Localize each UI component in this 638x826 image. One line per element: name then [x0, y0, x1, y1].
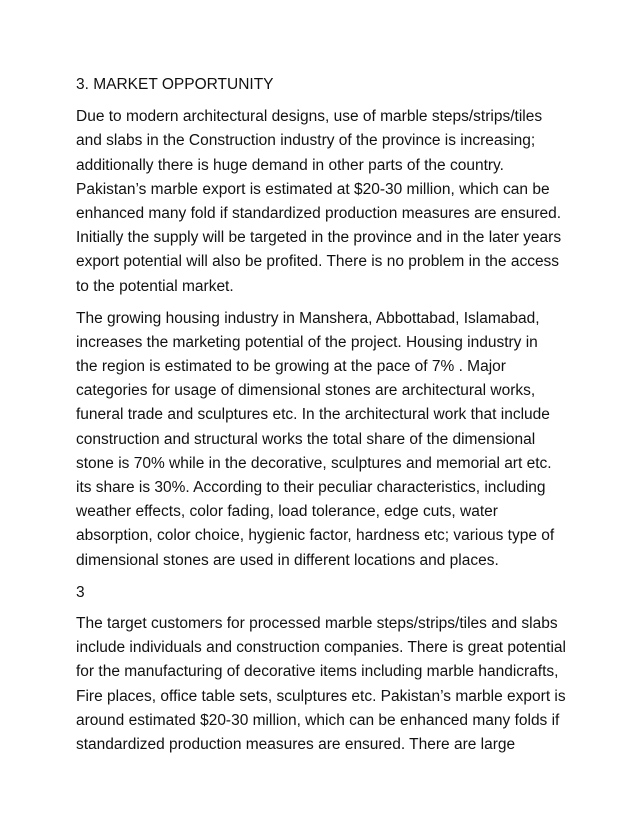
text-line: funeral trade and sculptures etc. In the architectural work that include — [76, 406, 550, 424]
text-line: dimensional stones are used in different locations and places. — [76, 551, 499, 569]
paragraph-target-customers — [76, 612, 576, 757]
text-line: The growing housing industry in Manshera, Abbottabad, Islamabad, — [76, 309, 540, 327]
text-line: Due to modern architectural designs, use of marble steps/strips/tiles — [76, 108, 543, 126]
document-body — [76, 73, 576, 765]
text-line: categories for usage of dimensional stones are architectural works, — [76, 382, 536, 400]
page-number: 3 — [76, 583, 85, 601]
text-line: the region is estimated to be growing at the pace of 7% . Major — [76, 358, 506, 376]
text-line: stone is 70% while in the decorative, sculptures and memorial art etc. — [76, 454, 552, 472]
text-line: additionally there is huge demand in other parts of the country. — [76, 156, 504, 174]
text-line: Fire places, office table sets, sculptures etc. Pakistan’s marble export is — [76, 687, 566, 705]
text-line: Pakistan’s marble export is estimated at $20-30 million, which can be — [76, 180, 550, 198]
text-line: construction and structural works the total share of the dimensional — [76, 430, 536, 448]
text-line: for the manufacturing of decorative items including marble handicrafts, — [76, 663, 559, 681]
paragraph-market-demand — [76, 105, 576, 299]
text-line: include individuals and construction companies. There is great potential — [76, 639, 566, 657]
text-line: absorption, color choice, hygienic factor, hardness etc; various type of — [76, 527, 555, 545]
text-line: and slabs in the Construction industry of the province is increasing; — [76, 132, 536, 150]
text-line: enhanced many fold if standardized production measures are ensured. — [76, 204, 562, 222]
text-line: standardized production measures are ensured. There are large — [76, 735, 516, 753]
text-line: export potential will also be profited. There is no problem in the access — [76, 253, 560, 271]
text-line: around estimated $20-30 million, which can be enhanced many folds if — [76, 711, 560, 729]
text-line: to the potential market. — [76, 277, 234, 295]
text-line: increases the marketing potential of the project. Housing industry in — [76, 333, 538, 351]
paragraph-housing-industry — [76, 307, 576, 573]
text-line: Initially the supply will be targeted in the province and in the later years — [76, 229, 562, 247]
section-heading: 3. MARKET OPPORTUNITY — [76, 76, 274, 93]
text-line: its share is 30%. According to their peculiar characteristics, including — [76, 479, 546, 496]
text-line: The target customers for processed marble steps/strips/tiles and slabs — [76, 614, 558, 632]
text-line: weather effects, color fading, load tolerance, edge cuts, water — [76, 503, 498, 521]
